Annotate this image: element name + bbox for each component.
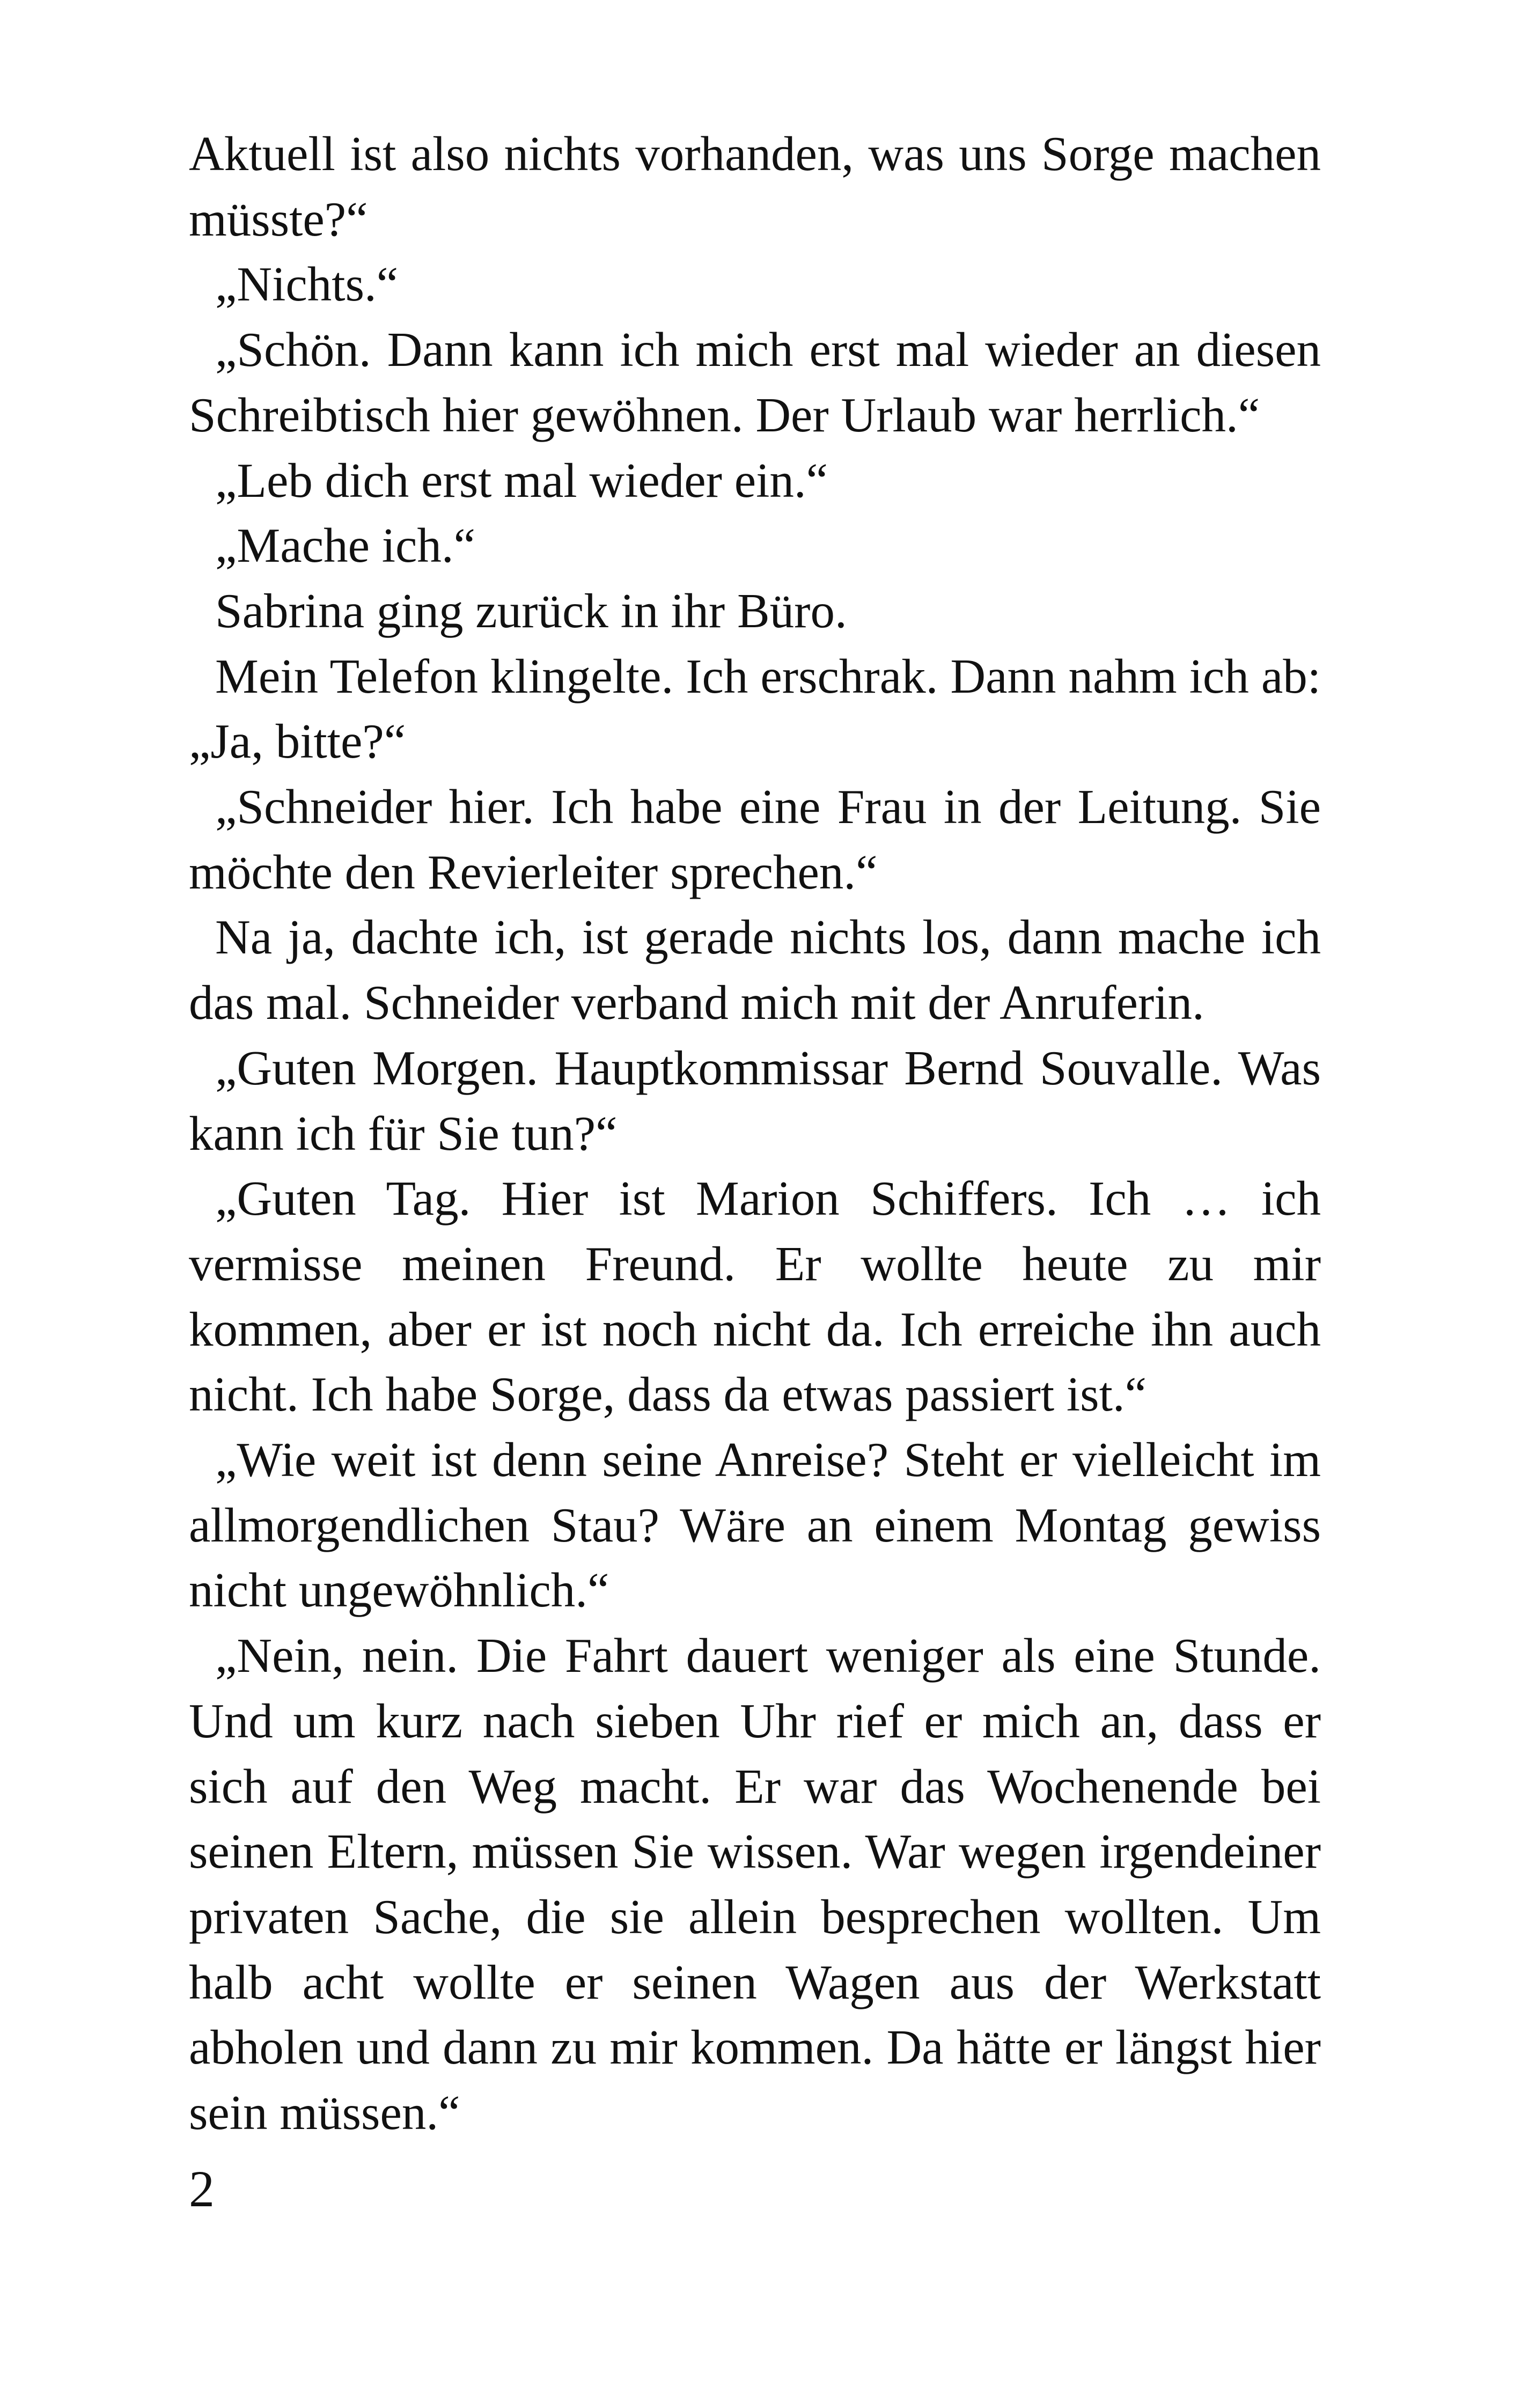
paragraph-5: „Mache ich.“ [215,518,476,573]
paragraph-3: „Schön. Dann kann ich mich erst mal wieder an diesen Schreibtisch hier gewöhnen. Der Urlaub war herrlich.“ [189,322,1321,442]
paragraph-6: Sabrina ging zurück in ihr Büro. [215,583,847,638]
paragraph-11: „Guten Tag. Hier ist Marion Schiffers. Ich … ich vermisse meinen Freund. Er wollte heute zu mir kommen, aber er ist noch nicht da. Ich erreiche ihn auch nicht. Ich habe Sorge, dass da etwas passiert ist.“ [189,1171,1321,1422]
paragraph-1: Aktuell ist also nichts vorhanden, was uns Sorge machen müsste?“ [189,127,1321,246]
page-number: 2 [189,2160,215,2218]
paragraph-8: „Schneider hier. Ich habe eine Frau in der Leitung. Sie möchte den Revierleiter sprechen.“ [189,780,1321,899]
paragraph-2: „Nichts.“ [215,257,399,312]
paragraph-13: „Nein, nein. Die Fahrt dauert weniger als eine Stunde. Und um kurz nach sieben Uhr rief er mich an, dass er sich auf den Weg macht. Er war das Wochenende bei seinen Eltern, müssen Sie wissen. War wegen irgendeiner privaten Sache, die sie allein besprechen wollten. Um halb acht wollte er seinen Wagen aus der Werkstatt abholen und dann zu mir kommen. Da hätte er längst hier sein müssen.“ [189,1628,1321,2140]
body-text [189,121,1321,2146]
paragraph-12: „Wie weit ist denn seine Anreise? Steht er vielleicht im allmorgendlichen Stau? Wäre an einem Montag gewiss nicht ungewöhnlich.“ [189,1433,1321,1618]
paragraph-9: Na ja, dachte ich, ist gerade nichts los, dann mache ich das mal. Schneider verband mich mit der Anruferin. [189,910,1321,1030]
paragraph-4: „Leb dich erst mal wieder ein.“ [215,453,828,508]
paragraph-7: Mein Telefon klingelte. Ich erschrak. Dann nahm ich ab: „Ja, bitte?“ [189,649,1321,769]
paragraph-10: „Guten Morgen. Hauptkommissar Bernd Souvalle. Was kann ich für Sie tun?“ [189,1040,1321,1161]
